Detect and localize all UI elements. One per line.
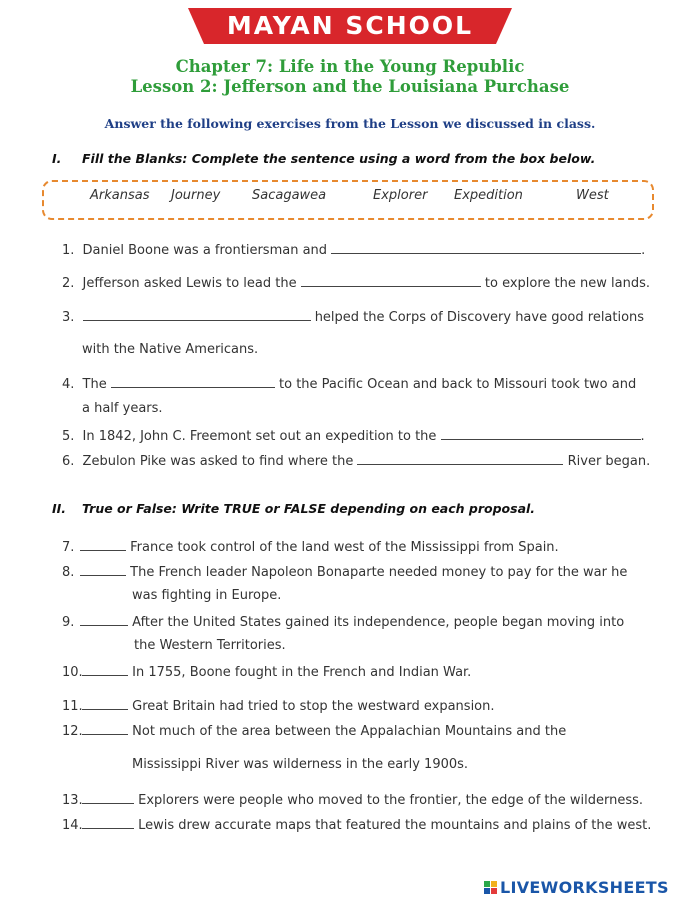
question-number: 7. [62, 540, 75, 555]
question-3-continued: with the Native Americans. [82, 342, 259, 357]
question-7 [62, 538, 559, 555]
question-number: 9. [62, 615, 75, 630]
question-text: Great Britain had tried to stop the westward expansion. [132, 699, 495, 714]
question-text: In 1755, Boone fought in the French and Indian War. [132, 665, 472, 680]
word-bank-item: Expedition [454, 188, 523, 203]
question-number: 5. [62, 429, 75, 444]
answer-blank[interactable] [441, 427, 641, 440]
question-2 [62, 274, 650, 291]
question-number: 11. [62, 699, 83, 714]
section-2-heading [52, 501, 535, 516]
word-bank-item: Sacagawea [252, 188, 327, 203]
question-number: 1. [62, 243, 75, 258]
question-1 [62, 241, 645, 258]
answer-blank[interactable] [82, 697, 128, 710]
question-text: In 1842, John C. Freemont set out an expedition to the [82, 429, 437, 444]
section-2-title: True or False: Write TRUE or FALSE depending on each proposal. [82, 501, 536, 516]
question-12 [62, 722, 566, 739]
section-1-title: Fill the Blanks: Complete the sentence using a word from the box below. [82, 151, 596, 166]
answer-blank[interactable] [111, 375, 275, 388]
answer-blank[interactable] [331, 241, 641, 254]
question-text-end: River began. [567, 454, 651, 469]
answer-blank[interactable] [82, 663, 128, 676]
question-text: The [82, 377, 107, 392]
question-text: Zebulon Pike was asked to find where the [82, 454, 354, 469]
word-bank-item: Arkansas [90, 188, 150, 203]
answer-blank[interactable] [82, 816, 134, 829]
question-9 [62, 613, 624, 630]
word-bank-item: Journey [171, 188, 221, 203]
question-text: Explorers were people who moved to the frontier, the edge of the wilderness. [138, 793, 644, 808]
answer-blank[interactable] [80, 613, 128, 626]
question-8-continued: was fighting in Europe. [132, 588, 282, 603]
question-number: 8. [62, 565, 75, 580]
question-number: 14. [62, 818, 83, 833]
word-bank-item: West [576, 188, 609, 203]
question-4-continued: a half years. [82, 401, 163, 416]
chapter-title: Chapter 7: Life in the Young Republic [175, 57, 525, 76]
question-4 [62, 375, 636, 392]
question-text: Jefferson asked Lewis to lead the [82, 276, 297, 291]
answer-blank[interactable] [83, 308, 311, 321]
question-13 [62, 791, 643, 808]
question-text-end: to explore the new lands. [484, 276, 650, 291]
question-text-end: . [640, 429, 645, 444]
section-1-heading [52, 151, 595, 166]
question-number: 4. [62, 377, 75, 392]
section-1-number: I. [52, 151, 62, 166]
answer-blank[interactable] [301, 274, 481, 287]
question-10 [62, 663, 471, 680]
question-6 [62, 452, 650, 469]
answer-blank[interactable] [80, 563, 126, 576]
answer-blank[interactable] [80, 538, 126, 551]
question-text: France took control of the land west of the Mississippi from Spain. [130, 540, 559, 555]
question-12-continued: Mississippi River was wilderness in the early 1900s. [132, 757, 469, 772]
question-number: 13. [62, 793, 83, 808]
question-text-end: . [641, 243, 646, 258]
question-11 [62, 697, 495, 714]
question-9-continued: the Western Territories. [134, 638, 286, 653]
question-text: helped the Corps of Discovery have good relations [314, 310, 645, 325]
question-text: Lewis drew accurate maps that featured the mountains and plains of the west. [138, 818, 652, 833]
question-text-end: to the Pacific Ocean and back to Missouri took two and [279, 377, 637, 392]
question-number: 2. [62, 276, 75, 291]
question-number: 12. [62, 724, 83, 739]
instruction-text: Answer the following exercises from the Lesson we discussed in class. [104, 116, 596, 131]
answer-blank[interactable] [82, 722, 128, 735]
logo-text: LIVEWORKSHEETS [500, 878, 669, 897]
question-text: Daniel Boone was a frontiersman and [82, 243, 328, 258]
question-number: 6. [62, 454, 75, 469]
question-text: The French leader Napoleon Bonaparte needed money to pay for the war he [130, 565, 628, 580]
lesson-title: Lesson 2: Jefferson and the Louisiana Purchase [130, 77, 570, 96]
school-name: MAYAN SCHOOL [226, 11, 474, 40]
question-5 [62, 427, 645, 444]
answer-blank[interactable] [82, 791, 134, 804]
section-2-number: II. [52, 501, 67, 516]
word-bank-item: Explorer [373, 188, 428, 203]
question-number: 3. [62, 310, 75, 325]
question-text: Not much of the area between the Appalachian Mountains and the [132, 724, 567, 739]
question-14 [62, 816, 651, 833]
question-3 [62, 308, 644, 325]
answer-blank[interactable] [357, 452, 563, 465]
school-banner [188, 8, 512, 44]
logo-squares-icon [484, 881, 498, 895]
question-text: After the United States gained its independence, people began moving into [132, 615, 625, 630]
question-number: 10. [62, 665, 83, 680]
question-8 [62, 563, 627, 580]
